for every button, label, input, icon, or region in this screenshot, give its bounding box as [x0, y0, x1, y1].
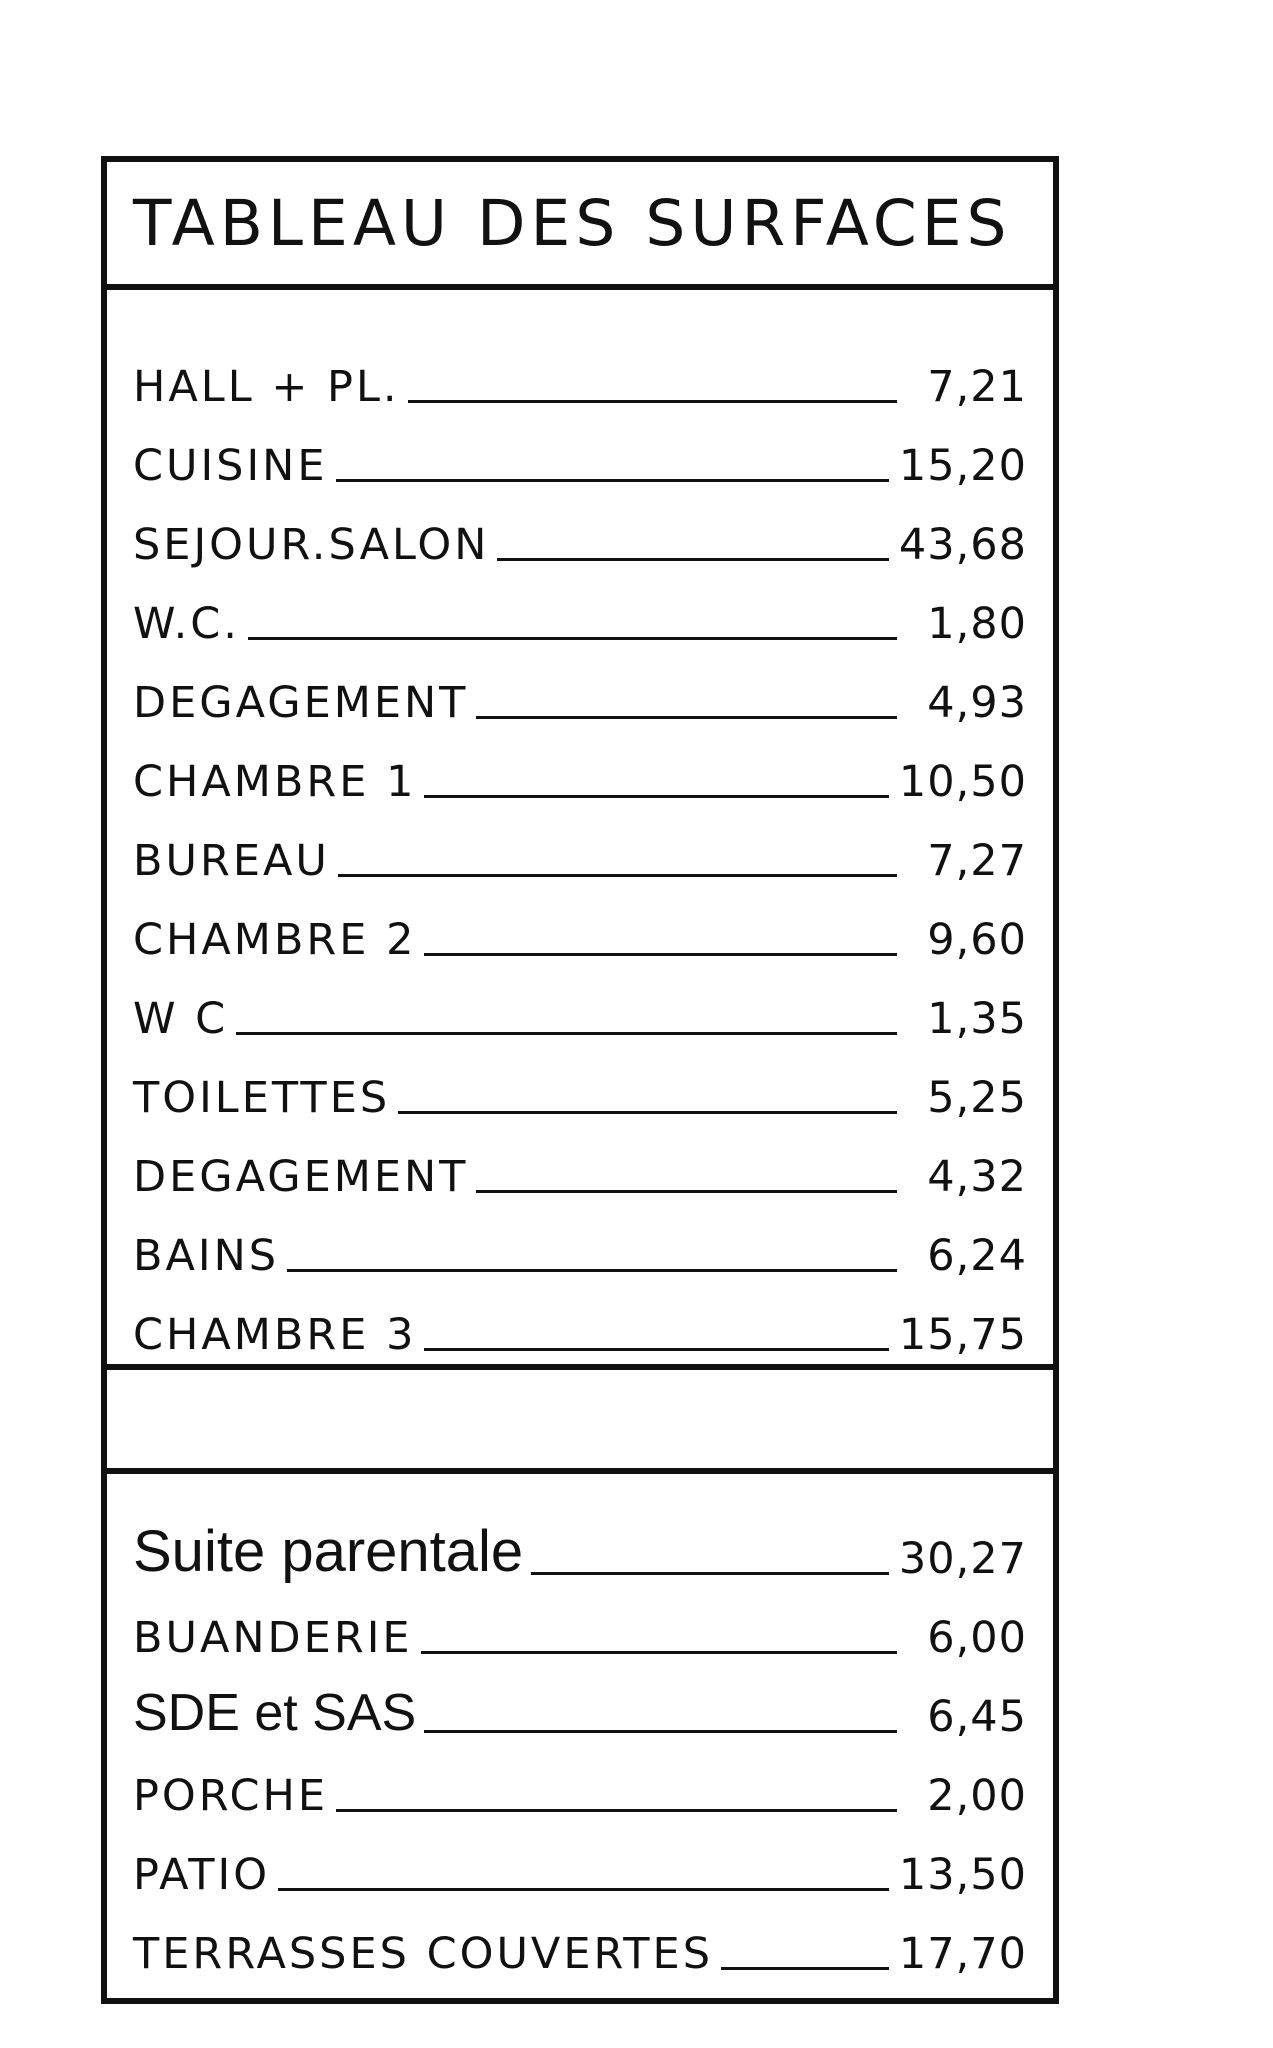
surface-value: 30,27	[898, 1534, 1027, 1584]
rooms-list	[133, 330, 1027, 1360]
surface-value: 15,20	[898, 441, 1027, 491]
leader-line	[336, 1809, 897, 1812]
surface-value: 10,50	[898, 757, 1027, 807]
leader-line	[398, 1111, 897, 1114]
leader-line	[424, 1348, 888, 1351]
leader-line	[424, 1730, 897, 1733]
table-row	[133, 1502, 1027, 1584]
table-row	[133, 1897, 1027, 1979]
table-row	[133, 725, 1027, 807]
surface-value: 7,27	[927, 836, 1027, 886]
room-label: BUREAU	[133, 836, 330, 886]
room-label: W.C.	[133, 599, 240, 649]
room-label: BUANDERIE	[133, 1613, 413, 1663]
room-label: SEJOUR.SALON	[133, 520, 490, 570]
room-label: BAINS	[133, 1231, 280, 1281]
leader-line	[721, 1967, 889, 1970]
surface-value: 43,68	[898, 520, 1027, 570]
room-label: SDE et SAS	[133, 1684, 417, 1742]
room-label: PATIO	[133, 1850, 271, 1900]
leader-line	[248, 637, 897, 640]
leader-line	[236, 1032, 897, 1035]
table-row	[133, 1660, 1027, 1742]
rooms-section	[107, 290, 1053, 1370]
table-row	[133, 804, 1027, 886]
surface-value: 13,50	[898, 1850, 1027, 1900]
table-row	[133, 409, 1027, 491]
room-label: CHAMBRE 1	[133, 757, 417, 807]
surface-value: 4,32	[927, 1152, 1027, 1202]
table-row	[133, 488, 1027, 570]
table-row	[133, 1199, 1027, 1281]
room-label: PORCHE	[133, 1771, 329, 1821]
table-row	[133, 646, 1027, 728]
table-row	[133, 962, 1027, 1044]
leader-line	[531, 1572, 889, 1575]
room-label: TERRASSES COUVERTES	[133, 1929, 713, 1979]
table-row	[133, 1120, 1027, 1202]
room-label: TOILETTES	[133, 1073, 391, 1123]
room-label: CHAMBRE 3	[133, 1310, 417, 1360]
room-label: CUISINE	[133, 441, 328, 491]
leader-line	[336, 479, 889, 482]
surface-value: 15,75	[898, 1310, 1027, 1360]
leader-line	[287, 1269, 897, 1272]
table-row	[133, 330, 1027, 412]
leader-line	[338, 874, 897, 877]
room-label: CHAMBRE 2	[133, 915, 417, 965]
leader-line	[497, 558, 888, 561]
table-row	[133, 883, 1027, 965]
surface-value: 6,24	[927, 1231, 1027, 1281]
leader-line	[476, 716, 897, 719]
surface-value: 6,00	[927, 1613, 1027, 1663]
table-row	[133, 1818, 1027, 1900]
room-label: Suite parentale	[133, 1519, 524, 1584]
empty-separator-row	[107, 1370, 1053, 1474]
room-label: DEGAGEMENT	[133, 1152, 469, 1202]
leader-line	[476, 1190, 897, 1193]
surface-value: 9,60	[927, 915, 1027, 965]
title-box	[107, 162, 1053, 290]
surface-value: 17,70	[898, 1929, 1027, 1979]
table-row	[133, 1041, 1027, 1123]
table-row	[133, 1278, 1027, 1360]
leader-line	[421, 1651, 897, 1654]
surface-value: 6,45	[927, 1692, 1027, 1742]
leader-line	[408, 400, 897, 403]
table-row	[133, 567, 1027, 649]
leader-line	[424, 953, 897, 956]
surface-value: 1,80	[927, 599, 1027, 649]
room-label: DEGAGEMENT	[133, 678, 469, 728]
room-label: HALL + PL.	[133, 362, 400, 412]
surface-value: 7,21	[927, 362, 1027, 412]
table-row	[133, 1581, 1027, 1663]
annex-list	[133, 1502, 1027, 1979]
table-row	[133, 1739, 1027, 1821]
surface-value: 5,25	[927, 1073, 1027, 1123]
surface-value: 1,35	[927, 994, 1027, 1044]
table-title: TABLEAU DES SURFACES	[133, 186, 1012, 260]
surface-value: 2,00	[927, 1771, 1027, 1821]
surface-table	[101, 156, 1059, 2004]
room-label: W C	[133, 994, 229, 1044]
leader-line	[278, 1888, 889, 1891]
leader-line	[424, 795, 888, 798]
surface-value: 4,93	[927, 678, 1027, 728]
annex-section	[107, 1474, 1053, 2004]
